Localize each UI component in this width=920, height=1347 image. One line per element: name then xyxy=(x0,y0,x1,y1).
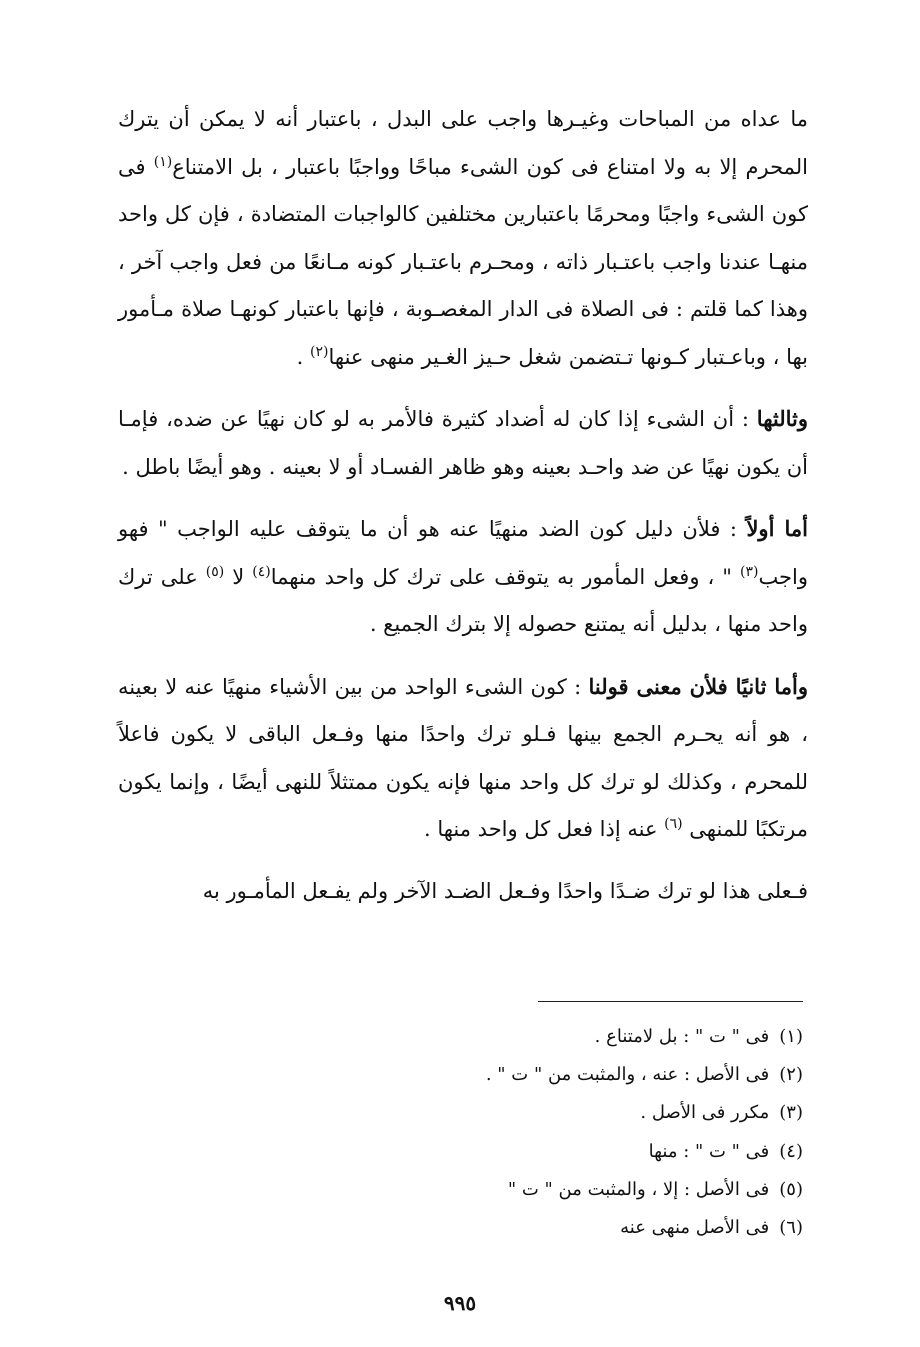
paragraph-5 xyxy=(118,868,808,916)
text-segment: فـعلى هذا لو ترك ضـدًا واحدًا وفـعل الضـد الآخر ولم يفـعل المأمـور به xyxy=(202,878,808,903)
text-segment: على ترك واحد منها ، بدليل أنه يمتنع حصوله إلا بترك الجميع . xyxy=(118,564,808,636)
paragraph-4 xyxy=(118,663,808,854)
text-segment: : كون الشىء الواحد من بين الأشياء منهيًا عنه لا بعينه ، هو أنه يحـرم الجمع بينها فـلو ترك واحدًا منها وفـعل الباقى لا يكون فاعلاً للمحرم ، وكذلك لو ترك كل واحد منها فإنه يكون ممتثلاً للنهى أيضًا ، وإنما يكون مرتكبًا للمنهى xyxy=(118,674,808,841)
footnote-ref-5[interactable]: (٥) xyxy=(205,563,225,580)
footnote-5 xyxy=(383,1171,803,1209)
footnote-number: (٦) xyxy=(779,1217,803,1239)
footnote-ref-3[interactable]: (٣) xyxy=(739,563,759,580)
footnote-6 xyxy=(383,1209,803,1247)
footnote-number: (٤) xyxy=(779,1140,803,1162)
footnote-ref-6[interactable]: (٦) xyxy=(664,816,683,832)
footnote-ref-2[interactable]: (٢) xyxy=(310,343,329,360)
footnote-number: (٥) xyxy=(779,1178,803,1200)
footnote-1 xyxy=(383,1018,803,1056)
paragraph-3 xyxy=(118,505,808,649)
footnote-ref-4[interactable]: (٤) xyxy=(252,563,271,580)
text-segment: : فلأن دليل كون الضد منهيًا عنه هو أن ما يتوقف عليه الواجب " فهو واجب xyxy=(118,517,809,589)
section-heading-thirdly: وثالثها xyxy=(756,406,808,431)
text-segment: . xyxy=(296,344,311,369)
paragraph-2 xyxy=(118,395,808,491)
text-segment: فى كون الشىء واجبًا ومحرمًا باعتبارين مختلفين كالواجبات المتضادة ، فإن كل واحد منهـا عندنا واجب باعتـبار ذاته ، ومحـرم باعتـبار كونه مـانعًا من فعل واجب آخر ، وهذا كما قلتم : فى الصلاة فى الدار المغصـوبة ، فإنها باعتبار كونهـا صلاة مـأمور بها ، وباعـتبار كـونها تـتضمن شغل حـيز الغـير منهى عنها xyxy=(118,154,808,369)
footnote-number: (٣) xyxy=(779,1102,803,1124)
footnote-4 xyxy=(383,1133,803,1171)
text-segment: ما عداه من المباحات وغيـرها واجب على البدل ، باعتبار أنه لا يمكن أن يترك المحرم إلا به ولا امتناع فى كون الشىء مباحًا وواجبًا باعتبار ، بل الامتناع xyxy=(118,107,809,179)
footnote-number: (١) xyxy=(779,1026,803,1047)
footnote-text: فى الأصل منهى عنه xyxy=(620,1217,770,1239)
footnote-2 xyxy=(383,1056,803,1094)
footnote-number: (٢) xyxy=(779,1064,803,1086)
text-segment: لا xyxy=(224,564,253,589)
footnote-ref-1[interactable]: (١) xyxy=(153,153,173,170)
footnote-text: فى " ت " : بل لامتناع . xyxy=(594,1026,770,1047)
footnote-divider xyxy=(538,1001,803,1002)
text-segment: " ، وفعل المأمور به يتوقف على ترك كل واحد منهما xyxy=(270,564,740,589)
section-heading-firstly: أما أولاً xyxy=(746,516,808,541)
footnotes-list xyxy=(383,1018,803,1247)
page-number: ٩٩٥ xyxy=(443,1291,477,1315)
main-text xyxy=(118,96,808,929)
footnote-text: فى " ت " : منها xyxy=(648,1140,770,1162)
footnote-text: مكرر فى الأصل . xyxy=(640,1102,770,1124)
text-segment: : أن الشىء إذا كان له أضداد كثيرة فالأمر به لو كان نهيًا عن ضده، فإمـا أن يكون نهيًا عن ضد واحـد بعينه وهو ظاهر الفسـاد أو لا بعينه . وهو أيضًا باطل . xyxy=(118,407,808,479)
footnote-text: فى الأصل : عنه ، والمثبت من " ت " . xyxy=(485,1064,770,1086)
footnote-3 xyxy=(383,1094,803,1132)
text-segment: عنه إذا فعل كل واحد منها . xyxy=(423,817,665,841)
section-heading-secondly: وأما ثانيًا فلأن معنى قولنا xyxy=(588,673,808,699)
footnote-text: فى الأصل : إلا ، والمثبت من " ت " xyxy=(507,1178,770,1200)
paragraph-1 xyxy=(118,96,808,381)
